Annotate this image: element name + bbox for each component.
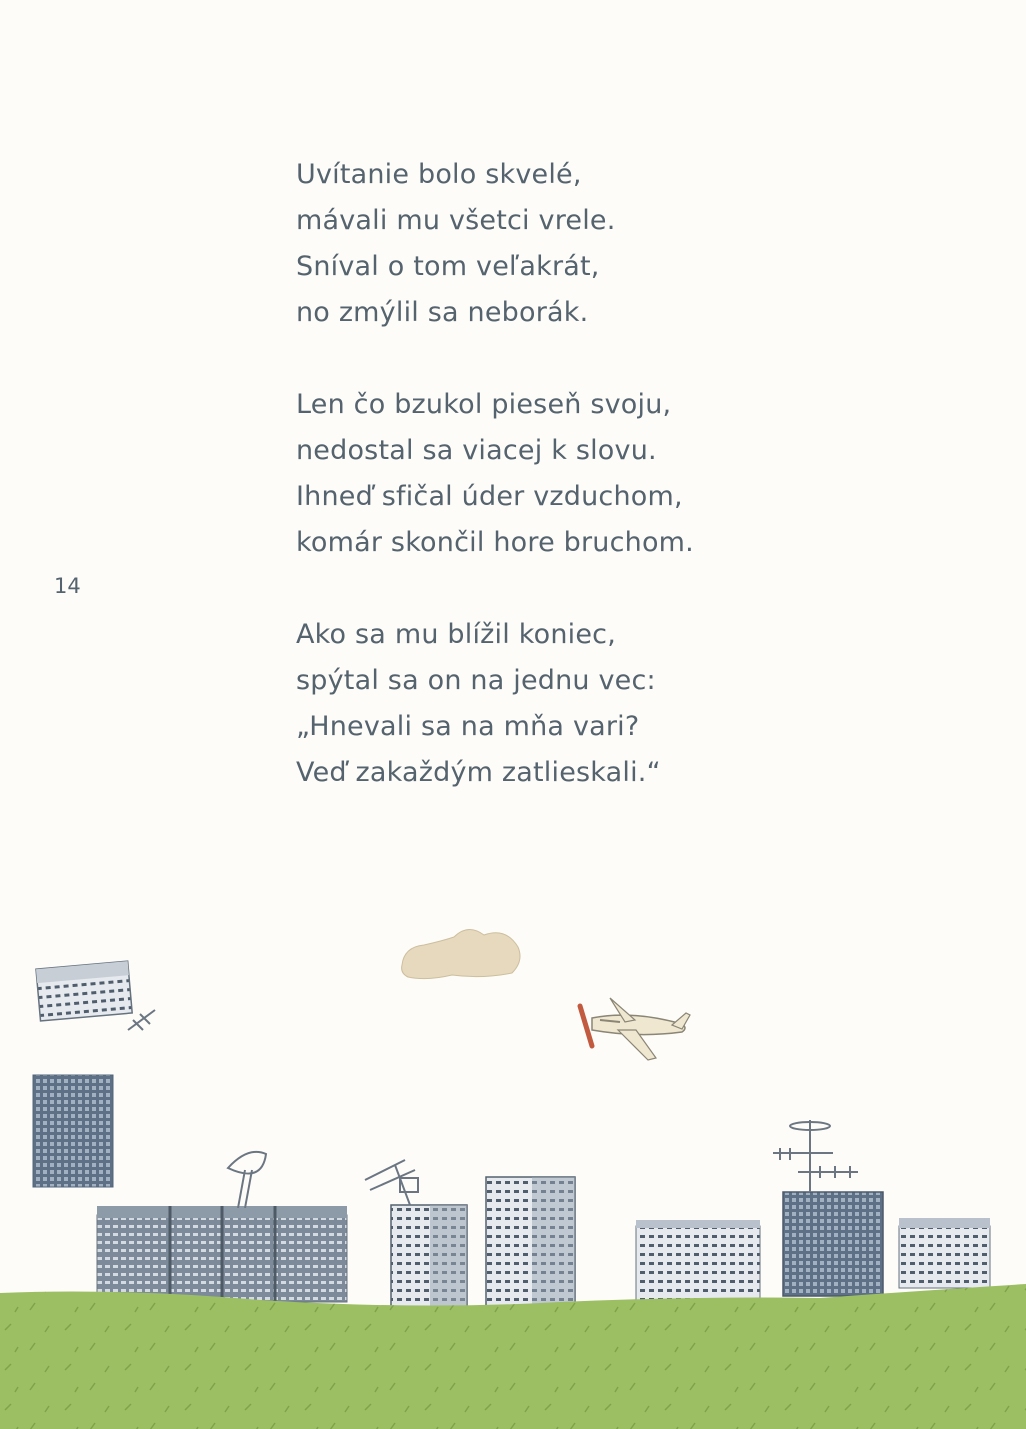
page-number: 14 <box>54 574 81 598</box>
poem-line: Veď zakaždým zatlieskali.“ <box>296 757 661 788</box>
floating-building <box>36 961 132 1021</box>
poem-line: Ihneď sfičal úder vzduchom, <box>296 481 683 512</box>
airplane-icon <box>580 998 690 1060</box>
poem-line: Sníval o tom veľakrát, <box>296 251 600 282</box>
apartment-block-right <box>899 1218 990 1288</box>
apartment-block-white <box>636 1220 760 1304</box>
apartment-tower-dark <box>783 1192 883 1296</box>
grass-hill <box>0 1284 1026 1429</box>
apartment-block-long <box>97 1206 347 1302</box>
apartment-tower-1 <box>391 1205 467 1311</box>
apartment-tower-2 <box>486 1177 575 1307</box>
poem-line: komár skončil hore bruchom. <box>296 527 694 558</box>
poem-line: spýtal sa on na jednu vec: <box>296 665 656 696</box>
poem-line: Uvítanie bolo skvelé, <box>296 159 582 190</box>
poem-line: „Hnevali sa na mňa vari? <box>296 711 640 742</box>
tower-building <box>33 1075 113 1187</box>
poem-line: Ako sa mu blížil koniec, <box>296 619 616 650</box>
antenna-icon <box>773 1120 858 1192</box>
poem-line: mávali mu všetci vrele. <box>296 205 616 236</box>
poem-line: nedostal sa viacej k slovu. <box>296 435 657 466</box>
satellite-dish-icon <box>228 1152 266 1208</box>
poem-line: no zmýlil sa neborák. <box>296 297 589 328</box>
antenna-icon <box>365 1160 418 1205</box>
poem-line: Len čo bzukol pieseň svoju, <box>296 389 672 420</box>
cloud-icon <box>402 929 520 978</box>
